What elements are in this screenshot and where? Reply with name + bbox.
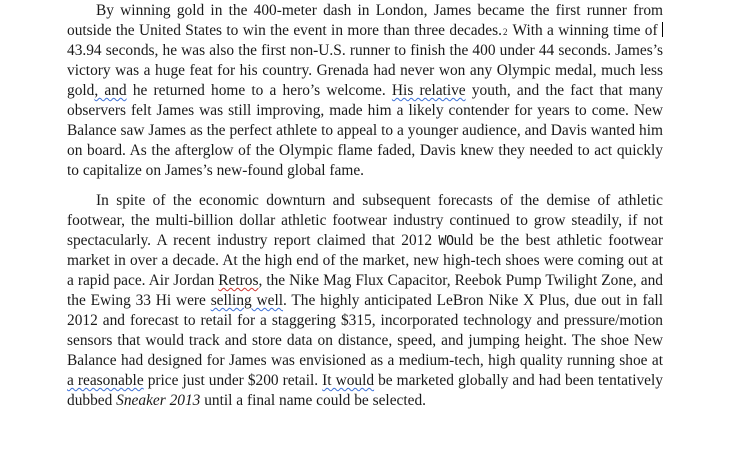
grammar-flag-selling-well[interactable]: selling well: [210, 292, 284, 309]
paragraph-2[interactable]: [67, 191, 663, 411]
p2-text-g: until a final name could be selected.: [200, 392, 427, 409]
p1-sentence-1: By winning gold in the 400-meter dash in London, James became the first runner from outside the United States to win the event in more than three decades.: [67, 2, 663, 39]
p2-text-f: be marketed globally and had been tentatively dubbed: [67, 372, 663, 409]
grammar-flag-it-would[interactable]: It would: [322, 372, 375, 389]
p2-text-c: , the Nike Mag Flux Capacitor, Reebok Pump Twilight Zone, and the Ewing 33 Hi were: [67, 272, 663, 309]
document-page[interactable]: [67, 1, 663, 411]
italic-title: Sneaker 2013: [116, 392, 201, 409]
paragraph-1[interactable]: [67, 1, 663, 181]
grammar-flag-his-relative[interactable]: His relative: [391, 82, 466, 99]
spelling-flag-retros[interactable]: Retros: [218, 272, 259, 289]
p1-text-b: 43.94 seconds, he was also the first non-U.S. runner to finish the 400 under 44 seconds. James’s victory was a huge feat for his country. Grenada had never won any Olympic medal, much less gold: [67, 42, 663, 99]
p2-text-e: price just under $200 retail.: [143, 372, 323, 389]
p2-text-a: In spite of the economic downturn and subsequent forecasts of the demise of athletic footwear, the multi-billion dollar athletic footwear industry continued to grow steadily, if not spectacularly. A recent industry report claimed that 2012: [67, 192, 663, 249]
odd-font-run: WO: [438, 233, 454, 249]
p1-text-c: he returned home to a hero’s welcome.: [126, 82, 392, 99]
p2-text-b: uld be the best athletic footwear market in over a decade. At the high end of the market, new high-tech shoes were coming out at a rapid pace. Air Jordan: [67, 232, 663, 289]
p1-text-a: With a winning time of: [512, 22, 662, 39]
grammar-flag-and[interactable]: , and: [94, 82, 127, 99]
p1-text-d: youth, and the fact that many observers felt James was still improving, made him a likely contender for years to come. New Balance saw James as the perfect athlete to appeal to a younger audience, and Davis wanted him on board. As the afterglow of the Olympic flame faded, Davis knew they needed to act quickly to capitalize on James’s new-found global fame.: [67, 82, 664, 179]
p2-text-d: . The highly anticipated LeBron Nike X Plus, due out in fall 2012 and forecast to retail for a staggering $315, incorporated technology and pressure/motion sensors that would track and store data on distance, speed, and jumping height. The shoe New Balance had designed for James was envisioned as a medium-tech, high quality running shoe at: [67, 292, 663, 369]
text-cursor: [662, 22, 663, 37]
footnote-marker[interactable]: 2: [502, 27, 508, 37]
grammar-flag-a-reasonable[interactable]: a reasonable: [67, 372, 144, 389]
